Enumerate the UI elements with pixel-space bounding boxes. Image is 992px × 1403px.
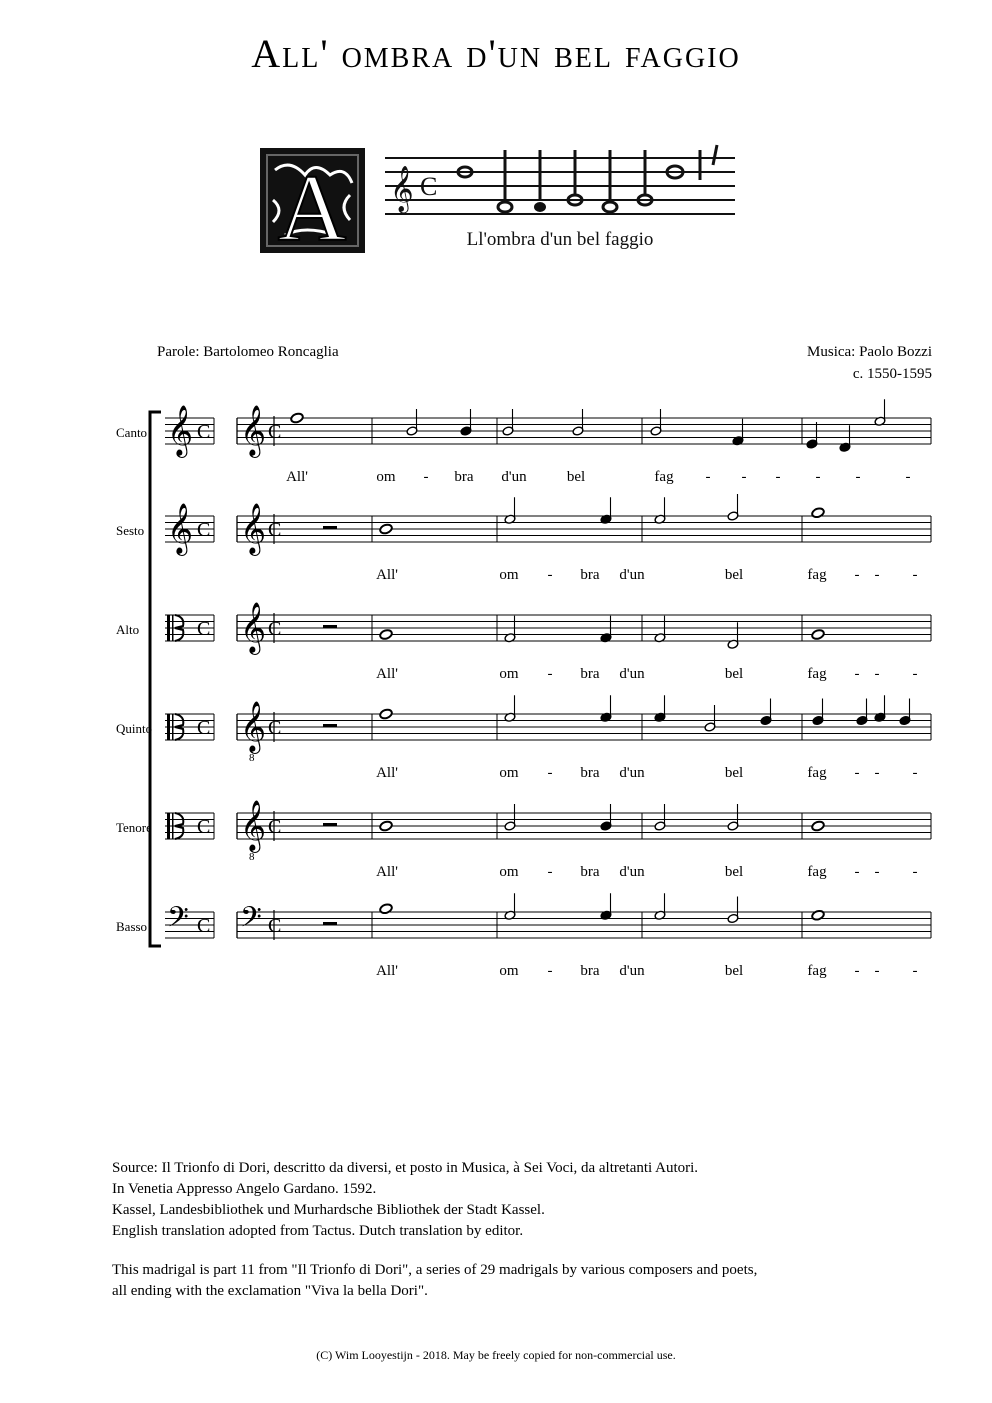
time-signature-icon: C xyxy=(268,421,282,443)
lyric-syllable: - xyxy=(547,666,553,682)
lyric-syllable: All' xyxy=(376,666,398,682)
lyric-syllable: fag xyxy=(654,469,674,485)
lyric-syllable: - xyxy=(912,666,918,682)
lyric-syllable: d'un xyxy=(619,963,645,979)
alto-clef-icon xyxy=(167,714,170,740)
staff-tenore xyxy=(116,800,931,880)
lyric-syllable: All' xyxy=(376,864,398,880)
rest-icon xyxy=(323,823,337,826)
lyric-syllable: - xyxy=(547,765,553,781)
lyric-syllable: om xyxy=(499,864,519,880)
treble-clef-icon: 𝄞 xyxy=(240,503,267,554)
svg-text:𝄞: 𝄞 xyxy=(390,166,414,212)
time-signature-icon: C xyxy=(197,915,211,937)
lyric-syllable: om xyxy=(499,567,519,583)
lyric-syllable: - xyxy=(854,666,860,682)
voice-label: Quinto xyxy=(116,721,153,736)
lyric-syllable: - xyxy=(705,469,711,485)
treble-clef-icon: 𝄞 xyxy=(167,405,194,456)
lyric-syllable: All' xyxy=(376,963,398,979)
composer-dates: c. 1550-1595 xyxy=(852,366,932,382)
lyric-syllable: d'un xyxy=(501,469,527,485)
lyric-syllable: fag xyxy=(807,666,827,682)
staff-alto xyxy=(116,602,931,682)
time-signature-icon: C xyxy=(268,816,282,838)
time-signature-icon: C xyxy=(197,816,211,838)
rest-icon xyxy=(323,526,337,529)
lyricist-credit: Parole: Bartolomeo Roncaglia xyxy=(157,344,339,360)
staff-canto xyxy=(116,399,931,485)
lyric-syllable: d'un xyxy=(619,864,645,880)
madrigal-note: all ending with the exclamation "Viva la bella Dori". xyxy=(112,1283,428,1299)
lyric-syllable: - xyxy=(854,963,860,979)
lyric-syllable: bel xyxy=(724,567,744,583)
rest-icon xyxy=(323,625,337,628)
lyric-syllable: - xyxy=(855,469,861,485)
lyric-syllable: - xyxy=(905,469,911,485)
lyric-syllable: - xyxy=(854,864,860,880)
time-signature-icon: C xyxy=(268,519,282,541)
lyric-syllable: - xyxy=(854,567,860,583)
rest-icon xyxy=(323,922,337,925)
source-line: Kassel, Landesbibliothek und Murhardsche Bibliothek der Stadt Kassel. xyxy=(112,1202,545,1218)
lyric-syllable: bra xyxy=(454,469,474,485)
composer-credit: Musica: Paolo Bozzi xyxy=(807,344,932,360)
time-signature-icon: C xyxy=(268,717,282,739)
lyric-syllable: - xyxy=(874,567,880,583)
note-head xyxy=(379,708,393,720)
lyric-syllable: d'un xyxy=(619,666,645,682)
incipit-caption: Ll'ombra d'un bel faggio xyxy=(466,229,654,250)
lyric-syllable: bel xyxy=(724,666,744,682)
lyric-syllable: bra xyxy=(580,765,600,781)
lyric-syllable: d'un xyxy=(619,765,645,781)
lyric-syllable: - xyxy=(874,666,880,682)
lyric-syllable: bra xyxy=(580,567,600,583)
lyric-syllable: bra xyxy=(580,666,600,682)
time-signature-icon: C xyxy=(268,915,282,937)
lyric-syllable: - xyxy=(547,963,553,979)
madrigal-note: This madrigal is part 11 from "Il Trionfo di Dori", a series of 29 madrigals by various composers and poets, xyxy=(112,1262,758,1278)
treble-clef-icon: 𝄞 xyxy=(240,701,267,752)
copyright: (C) Wim Looyestijn - 2018. May be freely copied for non-commercial use. xyxy=(316,1348,676,1362)
lyric-syllable: - xyxy=(874,765,880,781)
lyric-syllable: - xyxy=(912,567,918,583)
lyric-syllable: fag xyxy=(807,765,827,781)
lyric-syllable: om xyxy=(376,469,396,485)
system-bracket xyxy=(150,412,161,946)
note-head xyxy=(379,629,393,641)
voice-label: Tenore xyxy=(116,820,152,835)
bass-clef-icon: 𝄢 xyxy=(240,901,262,941)
treble-clef-icon: 𝄞 xyxy=(240,800,267,851)
time-signature-icon: C xyxy=(197,618,211,640)
lyric-syllable: All' xyxy=(286,469,308,485)
lyric-syllable: - xyxy=(912,864,918,880)
lyric-syllable: om xyxy=(499,666,519,682)
time-signature-icon: C xyxy=(197,421,211,443)
octave-mark: 8 xyxy=(249,752,255,764)
lyric-syllable: - xyxy=(912,765,918,781)
time-signature-icon: C xyxy=(268,618,282,640)
alto-clef-icon xyxy=(167,615,170,641)
lyric-syllable: fag xyxy=(807,963,827,979)
treble-clef-icon: 𝄞 xyxy=(240,405,267,456)
voice-label: Alto xyxy=(116,622,140,637)
lyric-syllable: fag xyxy=(807,567,827,583)
source-line: Source: Il Trionfo di Dori, descritto da diversi, et posto in Musica, à Sei Voci, da altretanti Autori. xyxy=(112,1160,699,1176)
lyric-syllable: bra xyxy=(580,864,600,880)
octave-mark: 8 xyxy=(249,851,255,863)
note-head xyxy=(379,820,393,832)
lyric-syllable: fag xyxy=(807,864,827,880)
source-line: English translation adopted from Tactus. Dutch translation by editor. xyxy=(112,1223,524,1239)
lyric-syllable: All' xyxy=(376,567,398,583)
svg-text:C: C xyxy=(420,172,438,201)
voice-label: Sesto xyxy=(116,523,145,538)
treble-clef-icon: 𝄞 xyxy=(240,602,267,653)
lyric-syllable: - xyxy=(874,963,880,979)
note-head xyxy=(811,629,825,641)
lyric-syllable: om xyxy=(499,963,519,979)
bass-clef-icon: 𝄢 xyxy=(167,901,189,941)
note-head xyxy=(379,903,393,915)
lyric-syllable: - xyxy=(423,469,429,485)
lyric-syllable: om xyxy=(499,765,519,781)
time-signature-icon: C xyxy=(197,519,211,541)
staff-quinto xyxy=(116,695,931,781)
lyric-syllable: bel xyxy=(724,864,744,880)
source-notes xyxy=(112,1158,757,1302)
lyric-syllable: d'un xyxy=(619,567,645,583)
lyric-syllable: bra xyxy=(580,963,600,979)
lyric-syllable: All' xyxy=(376,765,398,781)
staff-sesto xyxy=(116,494,931,583)
time-signature-icon: C xyxy=(197,717,211,739)
lyric-syllable: - xyxy=(854,765,860,781)
note-head xyxy=(811,909,825,921)
lyric-syllable: - xyxy=(874,864,880,880)
page-title: All' ombra d'un bel faggio xyxy=(251,31,741,76)
rest-icon xyxy=(323,724,337,727)
lyric-syllable: - xyxy=(775,469,781,485)
note-head xyxy=(290,412,304,424)
alto-clef-icon xyxy=(167,813,170,839)
lyric-syllable: bel xyxy=(724,963,744,979)
lyric-syllable: bel xyxy=(566,469,586,485)
voice-label: Canto xyxy=(116,425,148,440)
lyric-syllable: - xyxy=(741,469,747,485)
initial-letter: A xyxy=(277,155,347,260)
lyric-syllable: - xyxy=(912,963,918,979)
treble-clef-icon: 𝄞 xyxy=(167,503,194,554)
lyric-syllable: - xyxy=(815,469,821,485)
lyric-syllable: - xyxy=(547,567,553,583)
note-head xyxy=(811,820,825,832)
note-head xyxy=(379,523,393,535)
lyric-syllable: bel xyxy=(724,765,744,781)
note-head xyxy=(811,507,825,519)
source-line: In Venetia Appresso Angelo Gardano. 1592. xyxy=(112,1181,377,1197)
staff-basso xyxy=(116,893,931,979)
lyric-syllable: - xyxy=(547,864,553,880)
voice-label: Basso xyxy=(116,919,148,934)
